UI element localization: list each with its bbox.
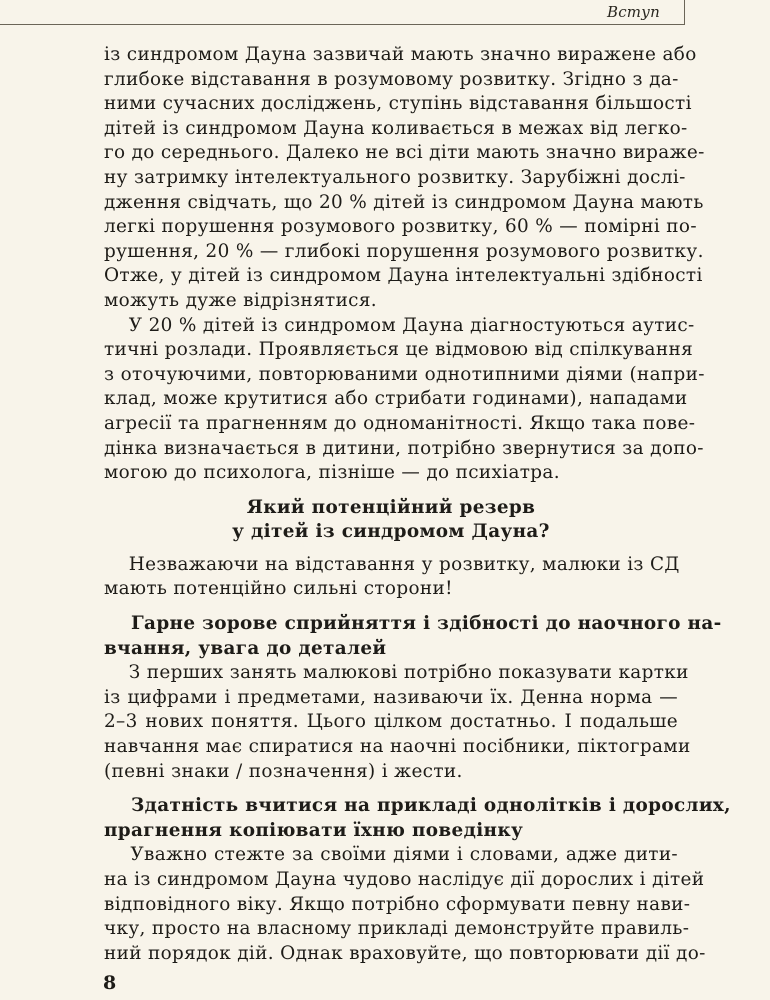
- text-line: глибоке відставання в розумовому розвитку. Згідно з да-: [104, 68, 679, 90]
- text-line: Отже, у дітей із синдромом Дауна інтелектуальні здібності: [104, 265, 703, 287]
- header-rule: [0, 24, 685, 25]
- paragraph-strengths: [104, 553, 678, 602]
- text-line: 2–3 нових поняття. Цього цілком достатньо. І подальше: [104, 711, 678, 733]
- text-line: із цифрами і предметами, називаючи їх. Денна норма —: [104, 686, 678, 708]
- text-line: дження свідчать, що 20 % дітей із синдромом Дауна мають: [104, 191, 704, 213]
- text-line: Незважаючи на відставання у розвитку, малюки із СД: [104, 553, 680, 575]
- subheading-line: Здатність вчитися на прикладі однолітків і дорослих,: [104, 795, 731, 817]
- text-line: мають потенційно сильні сторони!: [104, 578, 453, 600]
- header-tick: [684, 0, 685, 25]
- running-header: [0, 0, 770, 28]
- text-line: ний порядок дій. Однак враховуйте, що повторювати дії до-: [104, 942, 706, 964]
- text-line: чку, просто на власному прикладі демонструйте правиль-: [104, 918, 690, 940]
- paragraph-intellect: [104, 43, 705, 314]
- subheading-line: прагнення копіювати їхню поведінку: [104, 819, 524, 841]
- page-body: [104, 43, 731, 966]
- text-line: Уважно стежте за своїми діями і словами, адже дити-: [104, 844, 678, 866]
- text-line: З перших занять малюкові потрібно показувати картки: [104, 662, 689, 684]
- heading-line: Який потенційний резерв: [246, 496, 536, 518]
- subheading-visual: [104, 612, 722, 661]
- running-title: Вступ: [606, 3, 660, 21]
- paragraph-visual: [104, 661, 691, 784]
- text-line: агресії та прагненням до одноманітності. Якщо така пове-: [104, 412, 696, 434]
- text-line: могою до психолога, пізніше — до психіатра.: [104, 462, 560, 484]
- text-line: ну затримку інтелектуального розвитку. Зарубіжні дослі-: [104, 166, 686, 188]
- text-line: клад, може крутитися або стрибати годинами), нападами: [104, 388, 688, 410]
- text-line: рушення, 20 % — глибокі порушення розумового розвитку.: [104, 240, 704, 262]
- text-line: (певні знаки / позначення) і жести.: [104, 760, 463, 782]
- text-line: дінка визначається в дитини, потрібно звернутися за допо-: [104, 437, 704, 459]
- text-line: з оточуючими, повторюваними однотипними діями (напри-: [104, 363, 705, 385]
- text-line: на із синдромом Дауна чудово наслідує дії дорослих і дітей: [104, 869, 705, 890]
- text-line: легкі порушення розумового розвитку, 60 % — помірні по-: [104, 216, 697, 238]
- text-line: із синдромом Дауна зазвичай мають значно виражене або: [104, 44, 697, 65]
- text-line: го до середнього. Далеко не всі діти мають значно виражe-: [104, 142, 705, 164]
- text-line: навчання має спиратися на наочні посібники, піктограми: [104, 736, 691, 758]
- text-line: ними сучасних досліджень, ступінь відставання більшості: [104, 93, 692, 115]
- page-number: 8: [103, 972, 117, 994]
- text-line: можуть дуже відрізнятися.: [104, 289, 377, 311]
- text-line: тичні розлади. Проявляється це відмовою від спілкування: [104, 339, 694, 361]
- subheading-line: вчання, увага до деталей: [104, 637, 387, 659]
- text-line: дітей із синдромом Дауна коливається в межах від легко-: [104, 117, 688, 139]
- subheading-line: Гарне зорове сприйняття і здібності до наочного на-: [104, 613, 722, 635]
- section-heading: [104, 496, 678, 545]
- text-line: У 20 % дітей із синдромом Дауна діагностуються аутис-: [104, 314, 695, 336]
- text-line: відповідного віку. Якщо потрібно сформувати певну нави-: [104, 893, 691, 915]
- paragraph-autism: [104, 314, 705, 486]
- subheading-imitation: [104, 794, 731, 843]
- paragraph-imitation: [104, 843, 706, 966]
- heading-line: у дітей із синдромом Дауна?: [232, 521, 550, 543]
